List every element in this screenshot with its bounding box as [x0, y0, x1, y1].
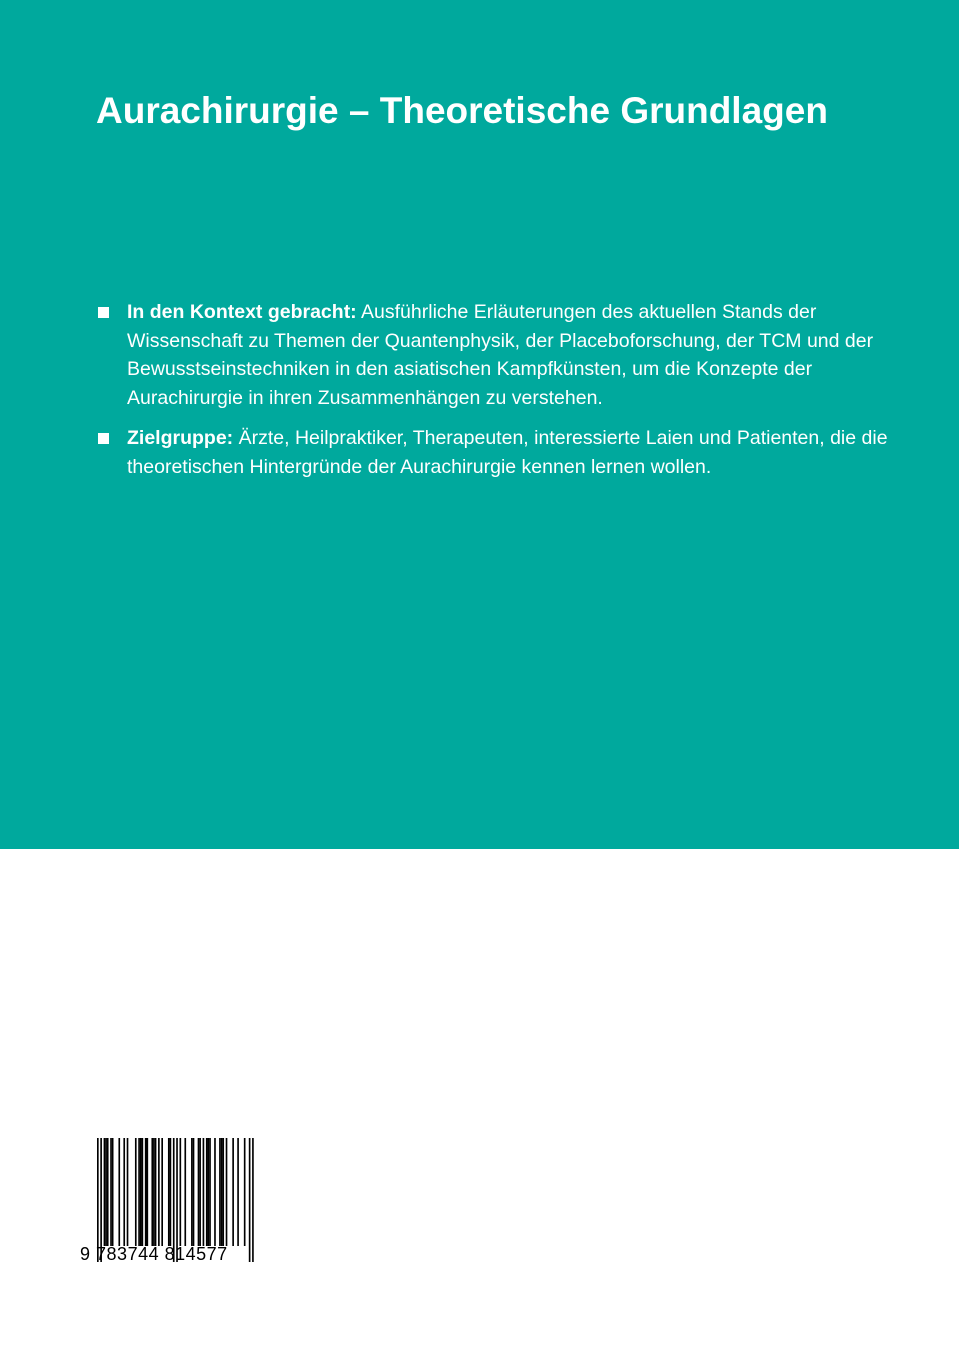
isbn-right-group: 814577 [164, 1244, 228, 1264]
barcode-bar [140, 1138, 142, 1246]
square-bullet-icon [98, 433, 109, 444]
feature-item-context [96, 298, 896, 412]
barcode-bar [237, 1138, 239, 1246]
barcode-bar [198, 1138, 200, 1246]
feature-list [96, 298, 896, 493]
barcode-bar [214, 1138, 216, 1246]
barcode-bar [168, 1138, 170, 1246]
barcode-bar [184, 1138, 186, 1246]
barcode-bar [161, 1138, 163, 1246]
barcode-bar [112, 1138, 114, 1246]
barcode-bar [107, 1138, 109, 1246]
barcode-bar [209, 1138, 211, 1246]
square-bullet-icon [98, 307, 109, 318]
isbn-number [80, 1244, 228, 1265]
barcode-bar [153, 1138, 155, 1246]
feature-text: Ärzte, Heilpraktiker, Therapeuten, interessierte Laien und Patienten, die die theoretischen Hintergründe der Aurachirurgie kennen lernen wollen. [127, 427, 888, 478]
barcode-guard-bar [249, 1138, 251, 1262]
barcode-bar [135, 1138, 137, 1246]
barcode-bar [199, 1138, 201, 1246]
barcode-bar [206, 1138, 208, 1246]
barcode-bar [151, 1138, 153, 1246]
barcode-bar [145, 1138, 147, 1246]
barcode-bar [222, 1138, 224, 1246]
isbn-left-group: 783744 [96, 1244, 160, 1264]
barcode-guard-bar [252, 1138, 254, 1262]
barcode-bar [118, 1138, 120, 1246]
isbn-first-digit: 9 [80, 1244, 91, 1264]
barcode-bar [232, 1138, 234, 1246]
barcode-bar [219, 1138, 221, 1246]
barcode-bar [127, 1138, 129, 1246]
barcode-bar [155, 1138, 157, 1246]
barcode-bar [158, 1138, 160, 1246]
barcode-bar [203, 1138, 205, 1246]
barcode-bar [193, 1138, 195, 1246]
barcode-bar [147, 1138, 149, 1246]
barcode-bar [110, 1138, 112, 1246]
barcode-bar [191, 1138, 193, 1246]
feature-lead: Zielgruppe: [127, 427, 234, 449]
barcode-bar [170, 1138, 172, 1246]
barcode-bar [123, 1138, 125, 1246]
feature-item-audience [96, 424, 896, 481]
barcode-bar [138, 1138, 140, 1246]
barcode-bar [180, 1138, 182, 1246]
feature-text: Ausführliche Erläuterungen des aktuellen Stands der Wissenschaft zu Themen der Quantenphysik, der Placeboforschung, der TCM und der Bewusstseinstechniken in den asiatischen Kampfkünsten, um die Konzepte der Aurachirurgie in ihren Zusammenhängen zu verstehen. [127, 301, 874, 409]
barcode-bar [221, 1138, 223, 1246]
isbn-barcode [80, 1138, 255, 1268]
barcode-bar [226, 1138, 228, 1246]
barcode-bar [244, 1138, 246, 1246]
book-title: Aurachirurgie – Theoretische Grundlagen [96, 90, 828, 131]
barcode-bar [105, 1138, 107, 1246]
feature-lead: In den Kontext gebracht: [127, 301, 357, 323]
barcode-bar [104, 1138, 106, 1246]
barcode-bar [208, 1138, 210, 1246]
barcode-bar [142, 1138, 144, 1246]
